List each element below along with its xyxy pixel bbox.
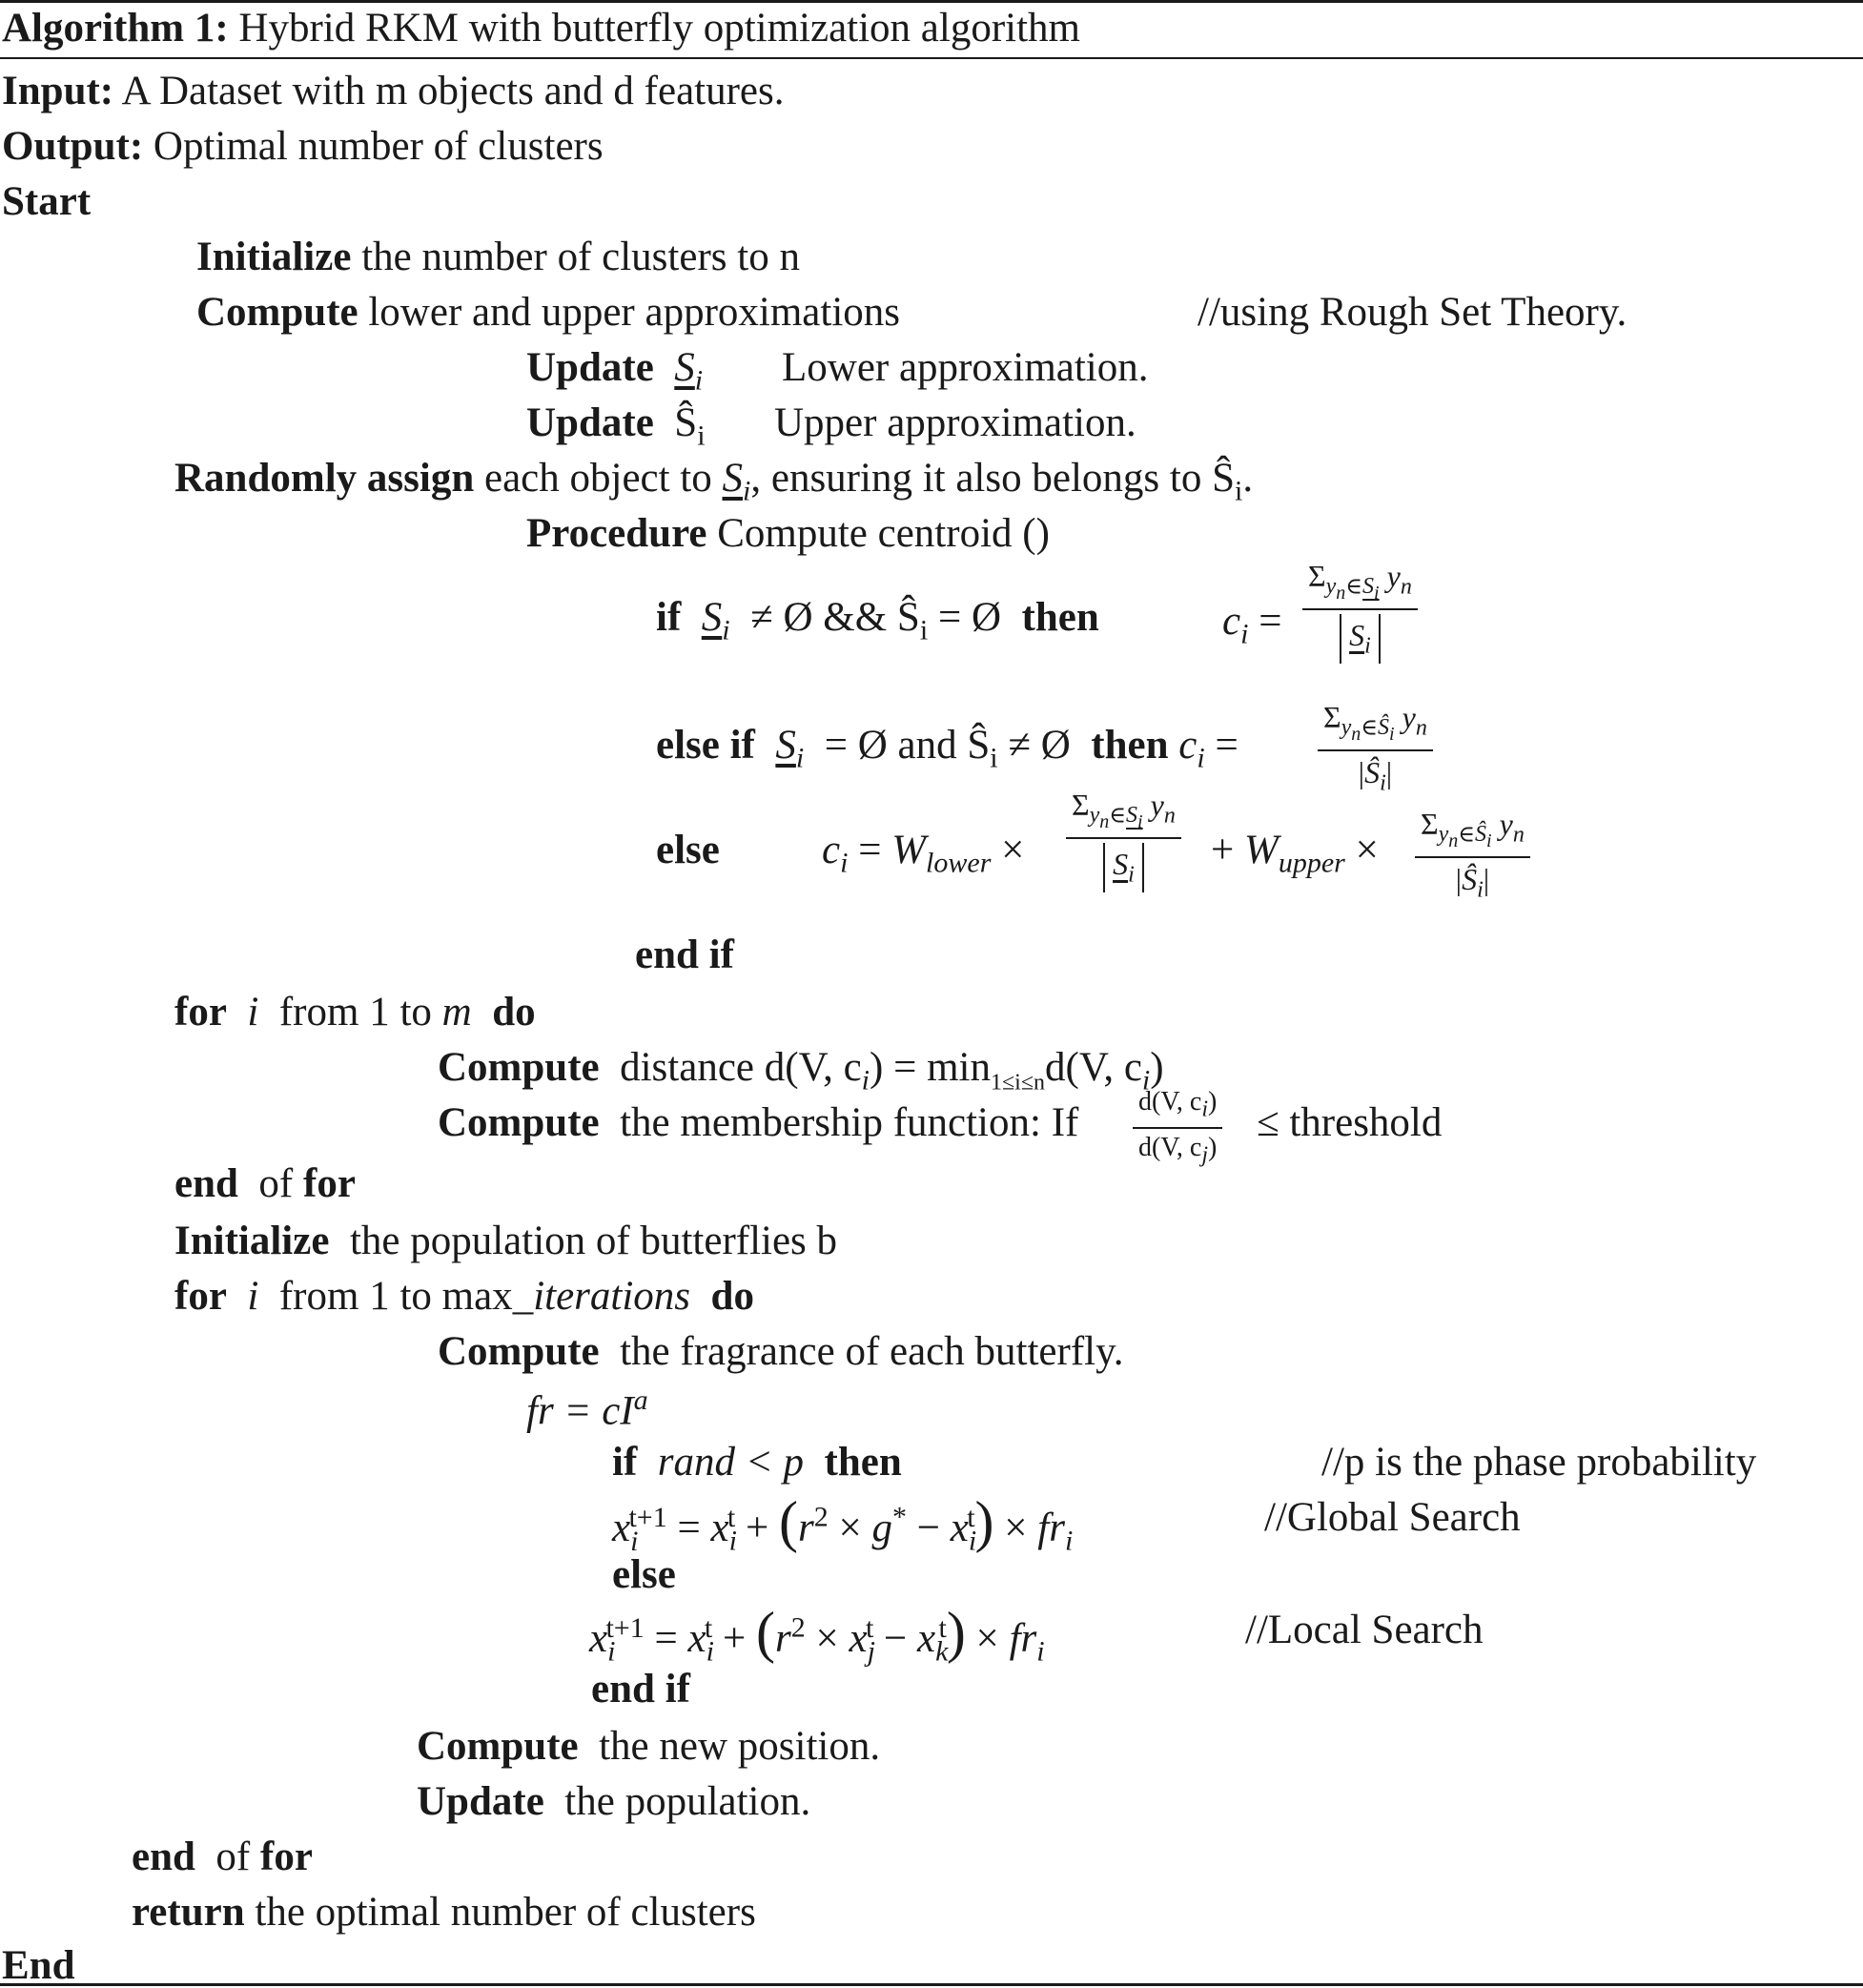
cond1-fraction — [1302, 559, 1418, 664]
else-keyword-2: else — [612, 1552, 676, 1597]
global-search-equation: $x_i^{t+1} = x_i^t + (r^2 \times g^* - x_i^t) \times fr_i$ — [612, 1490, 1074, 1557]
init-line — [196, 236, 800, 277]
update-keyword: Update — [526, 345, 654, 390]
output-line — [2, 126, 604, 167]
then-keyword: then — [1021, 595, 1099, 640]
random-assign-line — [174, 458, 1253, 506]
cond1-lhs: $c_i$ = — [1222, 599, 1282, 650]
lower-set-symbol-2: $S_i$ — [722, 456, 751, 507]
upper-set-sub: i — [1234, 475, 1243, 507]
distance-sub: 1≤i≤n — [990, 1070, 1045, 1096]
end-if-keyword-2: end if — [591, 1667, 690, 1711]
init-pop-text: the population of butterflies b — [349, 1219, 838, 1263]
cond1-expr-end: = Ø — [928, 595, 1001, 640]
algorithm-label: Algorithm 1: — [2, 6, 229, 51]
cond2-lhs: $c_i$ — [1178, 723, 1205, 774]
fragrance-equation: fr = $cI^a$ — [526, 1384, 648, 1434]
global-search-comment: //Global Search — [1264, 1495, 1521, 1540]
update-pop-line — [417, 1781, 810, 1822]
upper-set-symbol: $Ŝ_i$ — [674, 400, 706, 452]
membership-text: the membership function: If — [620, 1100, 1079, 1145]
procedure-text: Compute centroid () — [717, 511, 1050, 556]
distance-text: distance d(V, c — [620, 1045, 862, 1090]
cond3-upper-denominator: $|Ŝ_i|$ — [1455, 862, 1490, 903]
cond2-expr-end: ≠ Ø — [997, 723, 1071, 768]
upper-approx-text: Upper approximation. — [774, 400, 1136, 445]
then-keyword-2: then — [1091, 723, 1169, 768]
init-pop-line — [174, 1220, 837, 1261]
cond2-line: else if $S_i$ = Ø and $Ŝ_i$ ≠ Ø then $c_i$ = — [656, 723, 1239, 774]
else-keyword: else — [656, 828, 720, 872]
lower-set-symbol-3: $S_i$ — [701, 595, 730, 646]
cond3-lhs: $c_i = W_{lower}$ × — [822, 828, 1025, 879]
compute-approx-text: lower and upper approximations — [368, 290, 901, 335]
update-pop-text: the population. — [564, 1779, 811, 1824]
cond1-line: if $S_i$ ≠ Ø && $Ŝ_i$ = Ø then — [656, 595, 1099, 646]
new-position-text: the new position. — [599, 1724, 881, 1769]
return-line — [132, 1892, 756, 1933]
fragrance-line — [438, 1331, 1124, 1372]
cond1-denominator: $S_i$ — [1340, 610, 1381, 664]
cond3-lower-numerator: $\Sigma_{y_n\in S_i}$ $y_n$ — [1066, 788, 1181, 839]
loop2-var: i — [247, 1274, 259, 1319]
end-of-1: of — [258, 1161, 294, 1206]
loop1-end — [174, 1163, 356, 1204]
return-text: the optimal number of clusters — [255, 1890, 756, 1935]
lower-approx-text: Lower approximation. — [782, 345, 1149, 390]
cond2-numerator: $\Sigma_{y_n\in Ŝ_i}$ $y_n$ — [1318, 700, 1433, 751]
for-keyword: for — [174, 990, 227, 1035]
do-keyword-2: do — [710, 1274, 754, 1319]
procedure-keyword: Procedure — [526, 511, 707, 556]
compute-keyword-2: Compute — [438, 1045, 600, 1090]
membership-line — [438, 1102, 1078, 1143]
distance-end: d(V, c — [1045, 1045, 1142, 1090]
compute-keyword-4: Compute — [438, 1329, 600, 1374]
top-rule — [0, 0, 1863, 3]
distance-close: ) — [1150, 1045, 1164, 1090]
return-keyword: return — [132, 1890, 245, 1935]
algorithm-title: Hybrid RKM with butterfly optimization algorithm — [238, 6, 1080, 51]
cond3-upper-numerator: $\Sigma_{y_n\in Ŝ_i}$ $y_n$ — [1415, 807, 1530, 858]
update-upper-line — [526, 402, 706, 451]
end-for-2: for — [260, 1834, 313, 1879]
loop2-range: from 1 to max — [278, 1274, 513, 1319]
cond2-expr: = Ø and Ŝ — [824, 723, 991, 768]
update-keyword-2: Update — [526, 400, 654, 445]
compute-keyword: Compute — [196, 290, 358, 335]
new-position-line — [417, 1726, 880, 1767]
rough-set-comment: //using Rough Set Theory. — [1198, 290, 1628, 335]
init-keyword-2: Initialize — [174, 1219, 330, 1263]
cond1-numerator: $\Sigma_{y_n\in S_i}$ $y_n$ — [1302, 559, 1418, 610]
loop1-var: i — [247, 990, 259, 1035]
random-assign-keyword: Randomly assign — [174, 456, 475, 501]
distance-line: Compute distance d(V, $c_i) = \min_{1\le i\le n}d(V$, $c_i$) — [438, 1045, 1164, 1096]
lower-set-symbol: $S_i$ — [674, 345, 704, 397]
fragrance-text: the fragrance of each butterfly. — [620, 1329, 1124, 1374]
random-assign-text: each object to — [483, 456, 723, 501]
init-keyword: Initialize — [196, 235, 352, 279]
end-keyword-2: end — [132, 1834, 195, 1879]
cond1-expr: ≠ Ø && Ŝ — [750, 595, 920, 640]
loop2-iter: _iterations — [512, 1274, 691, 1319]
phase-condition: rand < p — [657, 1440, 805, 1485]
phase-if-line — [612, 1442, 902, 1483]
else-if-keyword: else if — [656, 723, 755, 768]
if-keyword: if — [656, 595, 682, 640]
distance-mid: ) = min — [870, 1045, 991, 1090]
local-search-comment: //Local Search — [1245, 1608, 1484, 1652]
compute-approx-line — [196, 292, 900, 333]
input-text: A Dataset with m objects and d features. — [121, 69, 785, 113]
then-keyword-3: then — [824, 1440, 902, 1485]
start-keyword: Start — [2, 179, 92, 224]
random-assign-period: . — [1242, 456, 1254, 501]
cond3-plus-upper: + $W_{upper}$ × — [1211, 828, 1379, 879]
end-keyword: End — [2, 1943, 75, 1988]
lower-set-symbol-4: $S_i$ — [775, 723, 805, 774]
membership-fraction — [1133, 1087, 1222, 1169]
end-keyword-1: end — [174, 1161, 238, 1206]
local-search-equation: $x_i^{t+1} = x_i^t + (r^2 \times x_j^t - x_k^t) \times fr_i$ — [589, 1601, 1045, 1668]
random-assign-text-2: , ensuring it also belongs to Ŝ — [750, 456, 1235, 501]
procedure-line — [526, 513, 1050, 554]
do-keyword: do — [492, 990, 536, 1035]
loop1-range: from 1 to — [278, 990, 432, 1035]
compute-keyword-3: Compute — [438, 1100, 600, 1145]
output-text: Optimal number of clusters — [153, 124, 604, 169]
cond2-denominator: $|Ŝ_i|$ — [1358, 755, 1393, 796]
membership-relation: ≤ threshold — [1257, 1100, 1443, 1145]
end-if-keyword-1: end if — [635, 933, 734, 977]
if-keyword-2: if — [612, 1440, 638, 1485]
cond2-fraction — [1318, 700, 1433, 797]
cond3-upper-fraction — [1415, 807, 1530, 904]
phase-comment: //p is the phase probability — [1321, 1440, 1757, 1485]
input-keyword: Input: — [2, 69, 114, 113]
header-rule — [0, 57, 1863, 59]
end-of-2: of — [215, 1834, 251, 1879]
input-line — [2, 71, 785, 112]
loop1-header — [174, 992, 536, 1033]
cond3-lower-fraction — [1066, 788, 1181, 892]
loop1-var2: m — [441, 990, 472, 1035]
bottom-rule — [0, 1983, 1863, 1986]
for-keyword-2: for — [174, 1274, 227, 1319]
init-text: the number of clusters to n — [361, 235, 800, 279]
output-keyword: Output: — [2, 124, 144, 169]
loop2-end — [132, 1836, 313, 1877]
loop2-header — [174, 1276, 754, 1317]
algorithm-caption — [2, 8, 1080, 49]
cond3-lower-denominator: $S_i$ — [1103, 839, 1144, 892]
membership-numerator: d(V, $c_i$) — [1133, 1087, 1222, 1129]
end-for-1: for — [303, 1161, 356, 1206]
update-lower-line — [526, 347, 703, 396]
compute-keyword-5: Compute — [417, 1724, 579, 1769]
update-keyword-3: Update — [417, 1779, 544, 1824]
membership-denominator: d(V, $c_j$) — [1138, 1133, 1218, 1168]
